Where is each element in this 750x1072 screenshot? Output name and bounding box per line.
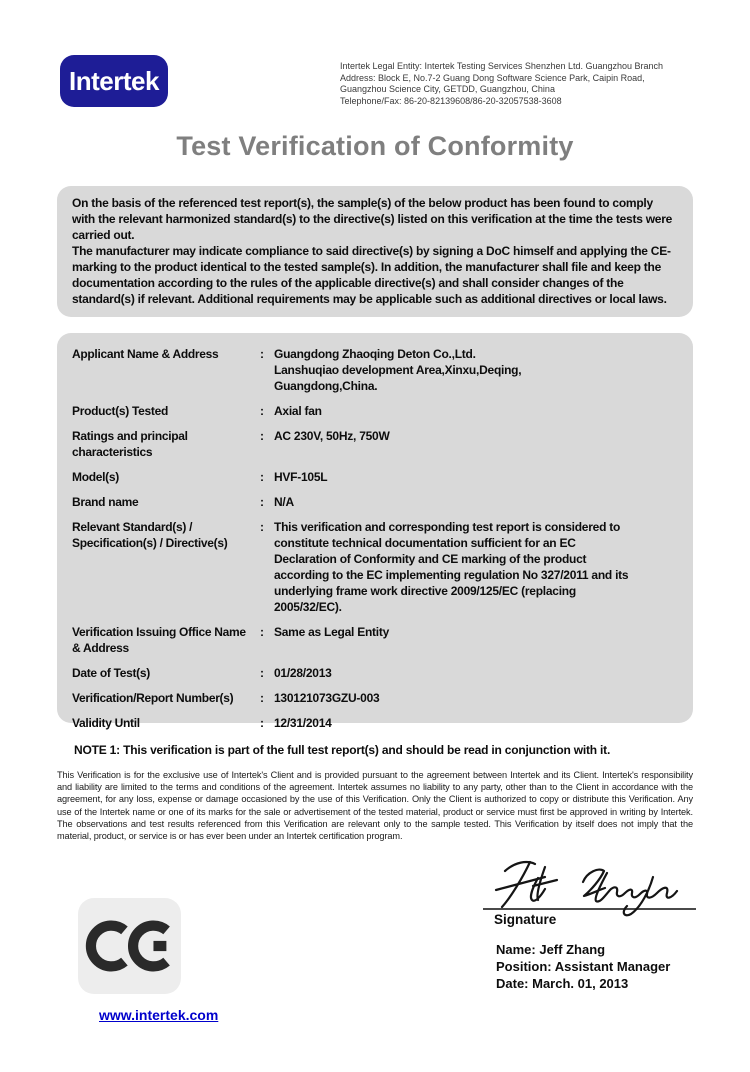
detail-value: Axial fan <box>274 404 322 418</box>
detail-colon: : <box>260 716 264 730</box>
detail-label: Ratings and principal characteristics <box>72 429 188 459</box>
detail-value: 01/28/2013 <box>274 666 332 680</box>
detail-value: N/A <box>274 495 294 509</box>
detail-value: AC 230V, 50Hz, 750W <box>274 429 390 443</box>
detail-row-issuing-office <box>72 624 678 656</box>
detail-value: This verification and corresponding test report is considered to constitute technical documentation sufficient for an EC Declaration of Conformity and CE marking of the product according to the EC implementing regulation No 327/2011 and its underlying frame work directive 2009/125/EC (replacing 2005/32/EC). <box>274 520 629 614</box>
detail-colon: : <box>260 404 264 418</box>
detail-colon: : <box>260 495 264 509</box>
legal-entity-line: Intertek Legal Entity: Intertek Testing Services Shenzhen Ltd. Guangzhou Branch <box>340 61 664 71</box>
detail-label: Date of Test(s) <box>72 666 150 680</box>
detail-colon: : <box>260 520 264 534</box>
detail-colon: : <box>260 429 264 443</box>
detail-value: 130121073GZU-003 <box>274 691 380 705</box>
detail-row-brand-name <box>72 494 678 510</box>
signatory-name: Name: Jeff Zhang <box>496 942 606 957</box>
detail-row-date-of-tests <box>72 665 678 681</box>
intro-statement-box <box>57 186 693 317</box>
ce-mark-icon <box>84 912 176 980</box>
detail-label: Validity Until <box>72 716 140 730</box>
disclaimer-text: This Verification is for the exclusive use of Intertek's Client and is provided pursuant to the agreement between Intertek and its Client. Intertek's responsibility and liability are limited to the terms and conditions of the agreement. Intertek assumes no liability to any party, other than to the Client in accordance with the agreement, for any loss, expense or damage occasioned by the use of this Verification. Only the Client is authorized to copy or distribute this Verification. Any use of the Intertek name or one of its marks for the sale or advertisement of the tested material, product or service must first be approved in writing by Intertek. The observations and test results referenced from this Verification are relevant only to the sample tested. This Verification by itself does not imply that the material, product, or service is or has ever been under an Intertek certification program. <box>57 770 693 842</box>
legal-entity-block <box>340 61 712 107</box>
detail-row-models <box>72 469 678 485</box>
intro-paragraph-1: On the basis of the referenced test report(s), the sample(s) of the below product has been found to comply with the relevant harmonized standard(s) to the directive(s) listed on this verification at the time the tests were carried out. <box>72 196 673 242</box>
detail-colon: : <box>260 625 264 639</box>
legal-entity-line: Address: Block E, No.7-2 Guang Dong Software Science Park, Caipin Road, <box>340 72 645 83</box>
detail-label: Brand name <box>72 495 139 509</box>
note-1: NOTE 1: This verification is part of the full test report(s) and should be read in conjunction with it. <box>74 743 611 757</box>
detail-colon: : <box>260 347 264 361</box>
detail-colon: : <box>260 470 264 484</box>
signature-scribble <box>483 855 699 917</box>
signatory-block <box>496 941 670 992</box>
detail-label: Verification/Report Number(s) <box>72 691 234 705</box>
detail-value: HVF-105L <box>274 470 328 484</box>
detail-row-validity-until <box>72 715 678 731</box>
intertek-logo-text: Intertek <box>69 65 159 96</box>
intertek-logo <box>60 55 168 107</box>
detail-colon: : <box>260 691 264 705</box>
detail-row-product-tested <box>72 403 678 419</box>
legal-entity-line: Guangzhou Science City, GETDD, Guangzhou, China <box>340 84 555 95</box>
detail-value: Guangdong Zhaoqing Deton Co.,Ltd. Lanshuqiao development Area,Xinxu,Deqing, Guangdong,China. <box>274 347 522 393</box>
intertek-website-link[interactable]: www.intertek.com <box>99 1007 219 1023</box>
detail-colon: : <box>260 666 264 680</box>
detail-row-report-number <box>72 690 678 706</box>
signatory-date: Date: March. 01, 2013 <box>496 976 629 991</box>
intro-paragraph-2: The manufacturer may indicate compliance to said directive(s) by signing a DoC himself and applying the CE-marking to the product identical to the tested sample(s). In addition, the manufacturer shall file and keep the documentation according to the rules of the applicable directive(s) and shall consider changes of the standard(s) if relevant. Additional requirements may be applicable such as additional directives or local laws. <box>72 244 671 306</box>
detail-label: Model(s) <box>72 470 119 484</box>
detail-value: 12/31/2014 <box>274 716 332 730</box>
signature-label: Signature <box>494 912 557 927</box>
details-box <box>57 333 693 730</box>
detail-label: Product(s) Tested <box>72 404 169 418</box>
detail-row-relevant-standards <box>72 519 678 615</box>
detail-label: Applicant Name & Address <box>72 347 219 361</box>
detail-row-ratings <box>72 428 678 460</box>
detail-value: Same as Legal Entity <box>274 625 390 639</box>
page-title: Test Verification of Conformity <box>176 131 574 161</box>
detail-label: Relevant Standard(s) / Specification(s) / Directive(s) <box>72 520 228 550</box>
legal-entity-line: Telephone/Fax: 86-20-82139608/86-20-32057538-3608 <box>340 95 562 106</box>
detail-label: Verification Issuing Office Name & Address <box>72 625 246 655</box>
detail-row-applicant <box>72 346 678 394</box>
signatory-position: Position: Assistant Manager <box>496 959 671 974</box>
ce-mark-badge <box>78 898 181 994</box>
signature-block <box>483 855 699 927</box>
